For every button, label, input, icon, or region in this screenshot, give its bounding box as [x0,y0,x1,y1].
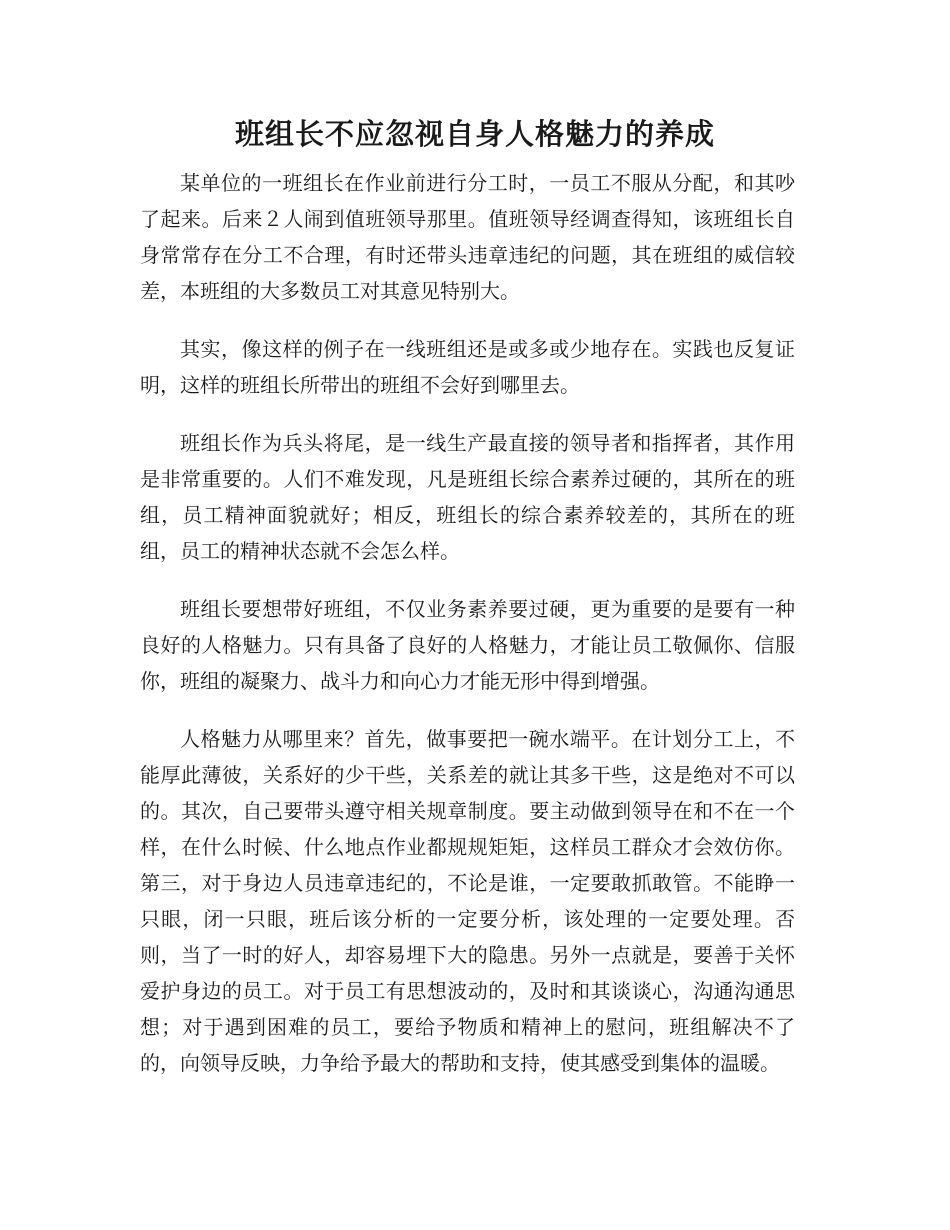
paragraph: 某单位的一班组长在作业前进行分工时，一员工不服从分配，和其吵了起来。后来２人闹到值班领导那里。值班领导经调查得知，该班组长自身常常存在分工不合理，有时还带头违章违纪的问题，其在班组的威信较差，本班组的大多数员工对其意见特别大。 [140,171,795,303]
document-title: 班组长不应忽视自身人格魅力的养成 [234,117,715,151]
paragraph: 其实，像这样的例子在一线班组还是或多或少地存在。实践也反复证明，这样的班组长所带出的班组不会好到哪里去。 [140,337,795,397]
paragraph: 班组长要想带好班组，不仅业务素养要过硬，更为重要的是要有一种良好的人格魅力。只有具备了良好的人格魅力，才能让员工敬佩你、信服你，班组的凝聚力、战斗力和向心力才能无形中得到增强。 [140,597,795,693]
document-body [140,165,795,1103]
paragraph: 班组长作为兵头将尾，是一线生产最直接的领导者和指挥者，其作用是非常重要的。人们不难发现，凡是班组长综合素养过硬的，其所在的班组，员工精神面貌就好；相反，班组长的综合素养较差的，其所在的班组，员工的精神状态就不会怎么样。 [140,431,795,563]
paragraph: 人格魅力从哪里来？首先，做事要把一碗水端平。在计划分工上，不能厚此薄彼，关系好的少干些，关系差的就让其多干些，这是绝对不可以的。其次，自己要带头遵守相关规章制度。要主动做到领导在和不在一个样，在什么时候、什么地点作业都规规矩矩，这样员工群众才会效仿你。第三，对于身边人员违章违纪的，不论是谁，一定要敢抓敢管。不能睁一只眼，闭一只眼，班后该分析的一定要分析，该处理的一定要处理。否则，当了一时的好人，却容易埋下大的隐患。另外一点就是，要善于关怀爱护身边的员工。对于员工有思想波动的，及时和其谈谈心，沟通沟通思想；对于遇到困难的员工，要给予物质和精神上的慰问，班组解决不了的，向领导反映，力争给予最大的帮助和支持，使其感受到集体的温暖。 [140,727,795,1075]
